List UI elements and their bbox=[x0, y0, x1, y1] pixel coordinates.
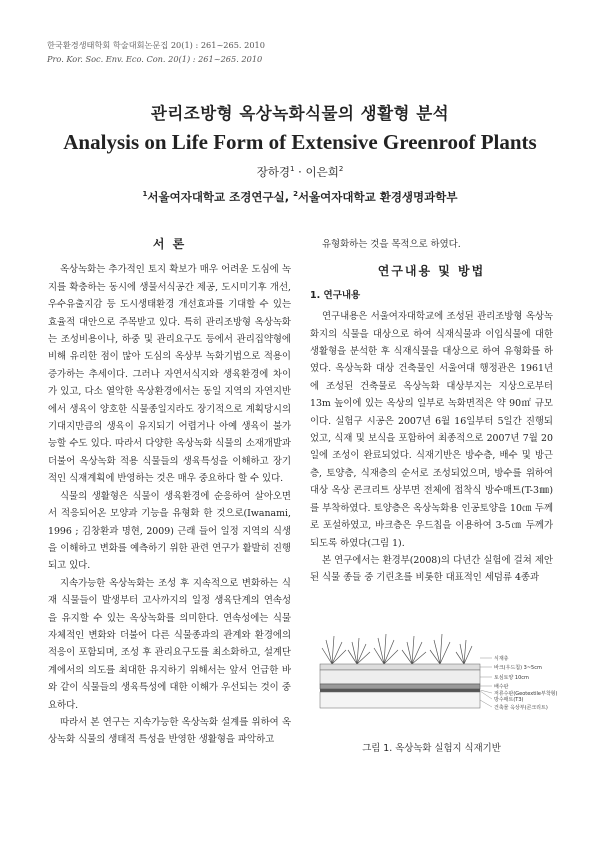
concrete-layer bbox=[320, 692, 480, 708]
affiliations bbox=[0, 189, 600, 205]
membrane-layer bbox=[320, 689, 480, 692]
intro-continuation: 유형화하는 것을 목적으로 하였다. bbox=[322, 239, 461, 250]
journal-citation-en: Pro. Kor. Soc. Env. Eco. Con. 20(1) : 261~265. 2010 bbox=[47, 54, 263, 64]
plant-icons bbox=[322, 634, 472, 664]
author-1-sup: 1 bbox=[290, 165, 295, 174]
affiliation-1: 서울여자대학교 조경연구실, bbox=[147, 190, 294, 204]
methods-paragraph: 연구내용은 서울여자대학교에 조성된 관리조방형 옥상녹화지의 식물을 대상으로 하여 식재식물과 이입식물에 대한 생활형을 분석한 후 식재식물을 대상으로 하여 유형화를 하였다. 옥상녹화 대상 건축물인 서울여대 행정관은 1961년에 조성된 건축물로 옥상녹화 대상부지는 지상으로부터 13m 높이에 있는 옥상의 일부로 녹화면적은 약 90㎡ 규모이다. 실험구 시공은 2007년 6월 16일부터 5일간 진행되었고, 식재 및 보식을 포함하여 최종적으로 2007년 7월 20일에 조성이 완료되었다. 식재기반은 방수층, 배수 및 방근층, 토양층, 식재층의 순서로 조성되었으며, 방수를 위하여 대상 옥상 콘크리트 상부면 전체에 접착식 방수매트(T-3㎜)를 부착하였다. 토양층은 옥상녹화용 인공토양을 10㎝ 두께로 포설하였고, 바크층은 우드칩을 이용하여 3-5㎝ 두께가 되도록 하였다(그림 1). bbox=[310, 311, 553, 549]
soil-layer bbox=[320, 670, 480, 684]
methods-paragraph: 본 연구에서는 환경부(2008)의 다년간 실험에 걸쳐 제안된 식물 종들 중 기린초를 비롯한 대표적인 세덤류 4종과 bbox=[310, 554, 553, 584]
left-column bbox=[48, 236, 291, 749]
title-english: Analysis on Life Form of Extensive Greenroof Plants bbox=[63, 130, 537, 154]
figure-label: 식재층 bbox=[494, 656, 509, 662]
drainage-layer bbox=[320, 684, 480, 689]
journal-citation-ko: 한국환경생태학회 학술대회논문집 20(1) : 261~265. 2010 bbox=[47, 40, 265, 50]
figure-label: 저류수판(Geotextile부착형) bbox=[494, 691, 557, 697]
intro-paragraph: 따라서 본 연구는 지속가능한 옥상녹화 설계를 위하여 옥상녹화 식물의 생태적 특성을 반영한 생활형을 파악하고 bbox=[48, 716, 291, 746]
author-2: 이은희 bbox=[305, 165, 339, 179]
journal-header bbox=[47, 38, 265, 66]
methods-heading: 연구내용 및 방법 bbox=[377, 264, 486, 279]
affiliation-1-sup: 1 bbox=[142, 190, 148, 199]
green-roof-section-figure bbox=[312, 628, 557, 728]
right-column bbox=[310, 236, 553, 587]
figure-label: 건축물 옥상부(콘크리트) bbox=[494, 705, 548, 711]
author-1: 장하경 bbox=[256, 165, 291, 179]
figure-label: 방수매트(T3) bbox=[494, 697, 524, 703]
bark-layer bbox=[320, 664, 480, 670]
figure-label: 배수판 bbox=[494, 684, 509, 690]
author-2-sup: 2 bbox=[338, 165, 344, 174]
intro-paragraph: 식물의 생활형은 식물이 생육환경에 순응하여 살아오면서 적응되어온 모양과 기능을 유형화 한 것으로(Iwanami, 1996 ; 김창환과 명현, 2009) 근래 들어 일정 지역의 식생을 이해하고 변화를 예측하기 위한 관련 연구가 활발히 진행되고 있다. bbox=[48, 490, 291, 572]
title-korean: 관리조방형 옥상녹화식물의 생활형 분석 bbox=[150, 104, 450, 123]
affiliation-2-sup: 2 bbox=[293, 190, 298, 199]
intro-heading: 서 론 bbox=[152, 237, 187, 251]
figure-label: 토심토양 10cm bbox=[494, 675, 529, 681]
author-separator: · bbox=[294, 165, 306, 179]
affiliation-2: 서울여자대학교 환경생명과학부 bbox=[297, 190, 458, 204]
authors bbox=[0, 164, 600, 180]
subsection-title: 1. 연구내용 bbox=[310, 289, 361, 301]
intro-paragraph: 옥상녹화는 추가적인 토지 확보가 매우 어려운 도심에 녹지를 확충하는 동시에 생물서식공간 제공, 도시미기후 개선, 우수유출지감 등 도시생태환경 개선효과를 기대할 수 있는 효율적 대안으로 주목받고 있다. 특히 관리조방형 옥상녹화는 조성비용이나, 하중 및 관리요구도 등에서 관리집약형에 비해 유리한 점이 많아 도심의 옥상부 녹화기법으로 적용이 증가하는 추세이다. 그러나 자연서식지와 생육환경에 차이가 있고, 다소 열악한 옥상환경에서는 동일 지역의 자연지반에서 생육이 양호한 식물종일지라도 장기적으로 계획당시의 기대지만큼의 생육이 유지되기 어렵거나 아예 생육이 불가능할 수도 있다. 따라서 다양한 옥상녹화 식물의 소재개발과 더불어 옥상녹화 적용 식물들의 생육특성을 이해하고 장기적인 식재계획에 반영하는 것은 매우 중요하다 할 수 있다. bbox=[48, 264, 291, 485]
figure-caption: 그림 1. 옥상녹화 실험지 식재기반 bbox=[362, 743, 501, 754]
figure-label: 바크(우드칩) 3~5cm bbox=[494, 665, 542, 671]
intro-paragraph: 지속가능한 옥상녹화는 조성 후 지속적으로 변화하는 식재 식물들이 발생부터 고사까지의 일정 생육단계의 연속성을 유지할 수 있는 옥상녹화를 의미한다. 연속성에는 식물 자체적인 변화와 더불어 다른 식물종과의 관계와 환경에의 적응이 포함되며, 조성 후 관리요구도를 최소화하고, 설계단계에서의 의도를 최대한 유지하기 위해서는 앞서 언급한 바와 같이 식물들의 생육특성에 대한 이해가 우선되는 것이 중요하다. bbox=[48, 577, 291, 711]
